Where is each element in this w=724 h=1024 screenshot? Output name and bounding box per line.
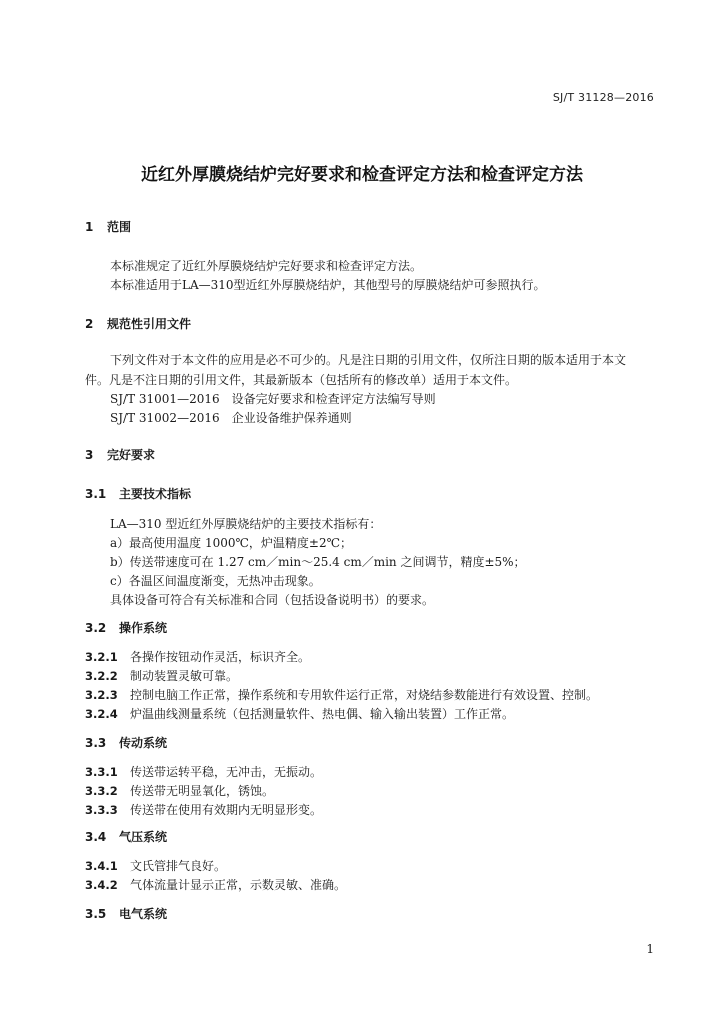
spec-line: b）传送带速度可在 1.27 cm／min～25.4 cm／min 之间调节，精度±5%； <box>110 555 526 569</box>
section-title: 完好要求 <box>107 448 156 462</box>
paragraph: 本标准规定了近红外厚膜烧结炉完好要求和检查评定方法。 <box>110 259 423 273</box>
section-title: 规范性引用文件 <box>107 317 192 331</box>
standard-code: SJ/T 31128—2016 <box>552 91 654 104</box>
paragraph: 本标准适用于LA—310型近红外厚膜烧结炉，其他型号的厚膜烧结炉可参照执行。 <box>110 278 546 292</box>
spec-line: a）最高使用温度 1000℃，炉温精度±2℃； <box>110 536 353 550</box>
section-3-heading <box>85 447 155 463</box>
subsection-number: 3.5 <box>85 907 107 921</box>
spec-line: c）各温区间温度渐变，无热冲击现象。 <box>110 574 321 588</box>
reference-item: SJ/T 31001—2016 设备完好要求和检查评定方法编写导则 <box>110 392 436 406</box>
clause-3-2-4: 3.2.4 炉温曲线测量系统（包括测量软件、热电偶、输入输出装置）工作正常。 <box>85 707 515 721</box>
spec-line: LA—310 型近红外厚膜烧结炉的主要技术指标有： <box>110 517 382 531</box>
subsection-title: 主要技术指标 <box>119 487 192 501</box>
subsection-number: 3.2 <box>85 621 107 635</box>
clause-3-3-2: 3.3.2 传送带无明显氧化，锈蚀。 <box>85 784 275 798</box>
subsection-number: 3.1 <box>85 487 107 501</box>
section-number: 2 <box>85 317 94 331</box>
subsection-3-1-heading <box>85 486 191 502</box>
paragraph: 件。凡是不注日期的引用文件，其最新版本（包括所有的修改单）适用于本文件。 <box>85 373 518 387</box>
section-2-heading <box>85 316 191 332</box>
clause-3-4-2: 3.4.2 气体流量计显示正常，示数灵敏、准确。 <box>85 878 347 892</box>
subsection-3-4-heading <box>85 829 167 845</box>
section-1-heading <box>85 219 131 235</box>
subsection-3-3-heading <box>85 735 167 751</box>
clause-3-2-1: 3.2.1 各操作按钮动作灵活，标识齐全。 <box>85 650 311 664</box>
reference-item: SJ/T 31002—2016 企业设备维护保养通则 <box>110 411 352 425</box>
subsection-number: 3.3 <box>85 736 107 750</box>
document-title: 近红外厚膜烧结炉完好要求和检查评定方法和检查评定方法 <box>141 165 583 185</box>
clause-3-3-3: 3.3.3 传送带在使用有效期内无明显形变。 <box>85 803 323 817</box>
clause-3-2-2: 3.2.2 制动装置灵敏可靠。 <box>85 669 239 683</box>
subsection-number: 3.4 <box>85 830 107 844</box>
clause-3-4-1: 3.4.1 文氏管排气良好。 <box>85 859 227 873</box>
subsection-title: 电气系统 <box>119 907 168 921</box>
subsection-title: 操作系统 <box>119 621 168 635</box>
page-number: 1 <box>646 942 654 956</box>
subsection-3-5-heading <box>85 906 167 922</box>
section-number: 1 <box>85 220 94 234</box>
clause-3-2-3: 3.2.3 控制电脑工作正常，操作系统和专用软件运行正常，对烧结参数能进行有效设置、控制。 <box>85 688 599 702</box>
subsection-title: 传动系统 <box>119 736 168 750</box>
section-title: 范围 <box>107 220 132 234</box>
section-number: 3 <box>85 448 94 462</box>
clause-3-3-1: 3.3.1 传送带运转平稳，无冲击，无振动。 <box>85 765 323 779</box>
subsection-title: 气压系统 <box>119 830 168 844</box>
paragraph: 下列文件对于本文件的应用是必不可少的。凡是注日期的引用文件，仅所注日期的版本适用于本文 <box>110 353 627 367</box>
subsection-3-2-heading <box>85 620 167 636</box>
spec-line: 具体设备可符合有关标准和合同（包括设备说明书）的要求。 <box>110 593 435 607</box>
